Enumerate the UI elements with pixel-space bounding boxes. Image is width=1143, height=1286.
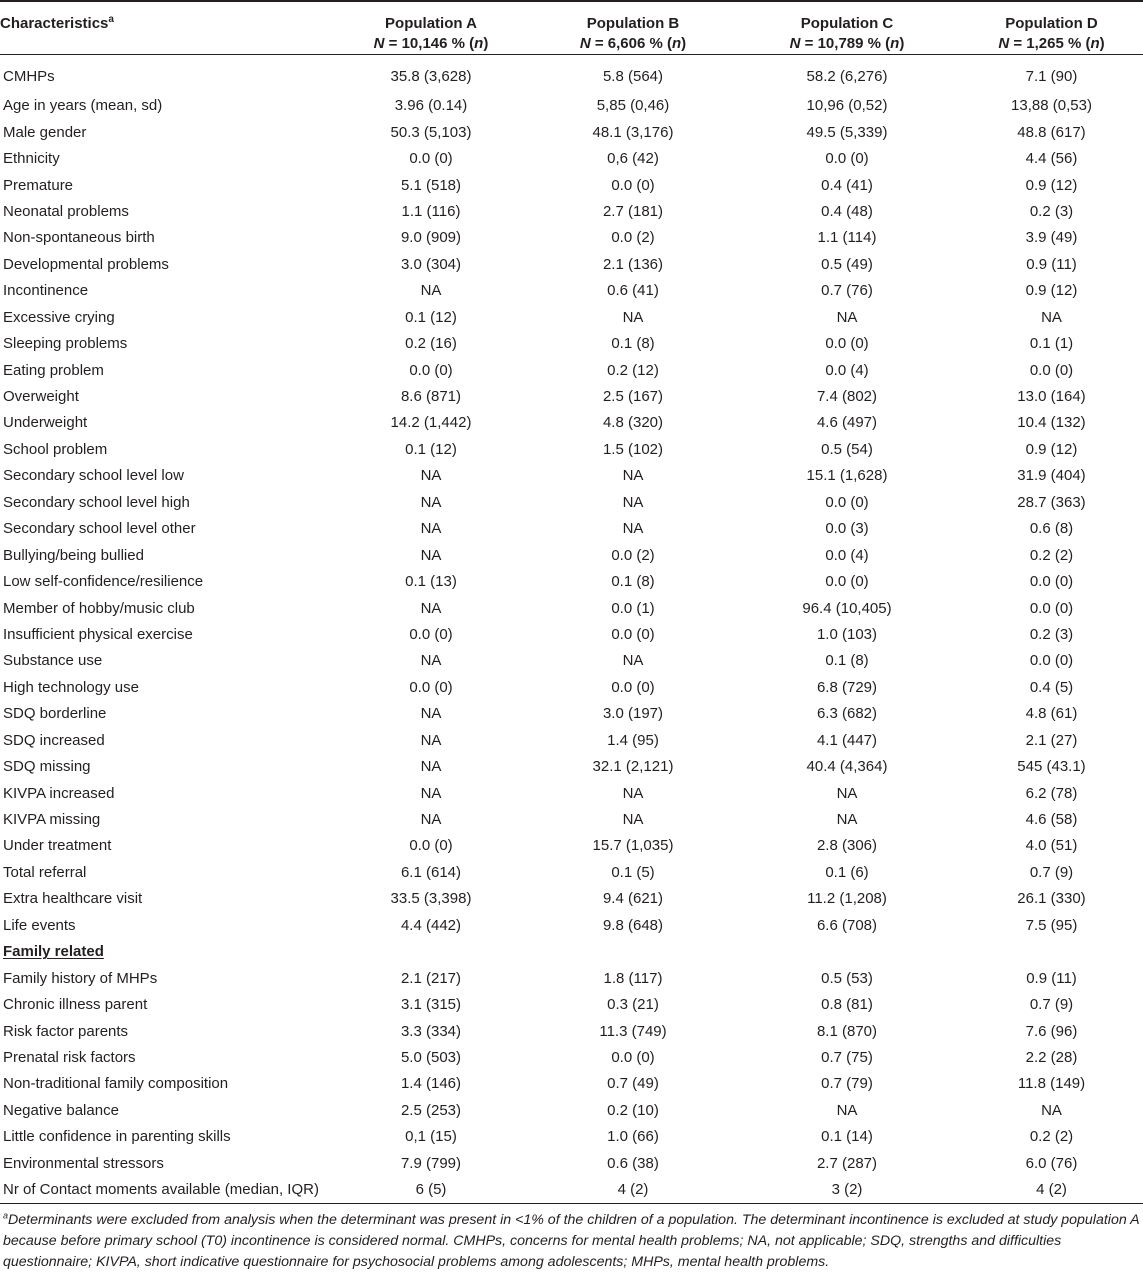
cell-population-d: 7.1 (90) (1025, 68, 1078, 85)
cell-population-c: 11.2 (1,208) (807, 890, 887, 908)
cell-population-a: 3.1 (315) (400, 996, 462, 1014)
cell-population-a: 0.1 (13) (405, 573, 457, 591)
row-label: Age in years (mean, sd) (3, 97, 163, 115)
cell-population-b: 0.7 (49) (607, 1075, 659, 1093)
cell-population-c: 1.0 (103) (816, 625, 878, 643)
cell-population-b: 3.0 (197) (602, 705, 664, 723)
table-row (0, 728, 1143, 754)
cell-population-b: 2.7 (181) (602, 202, 664, 220)
footnote-marker: a (3, 1210, 9, 1221)
section-row (0, 939, 1143, 965)
table-row (0, 807, 1143, 833)
row-label: SDQ borderline (3, 705, 107, 723)
cell-population-c: 49.5 (5,339) (806, 123, 888, 141)
cell-population-a: 3.3 (334) (400, 1022, 462, 1040)
cell-population-c: 0.1 (6) (825, 863, 869, 881)
row-label: Family history of MHPs (3, 969, 158, 987)
cell-population-d: 0.0 (0) (1029, 652, 1074, 670)
cell-population-b: NA (622, 467, 644, 485)
cell-population-b: NA (622, 520, 644, 538)
cell-population-b: 0.2 (12) (607, 361, 659, 379)
cell-population-c: 0.4 (41) (821, 176, 873, 194)
cell-population-c: 15.1 (1,628) (806, 467, 888, 485)
cell-population-c: 3 (2) (734, 1177, 960, 1204)
cell-population-a: 0.0 (0) (409, 150, 453, 168)
row-label: Extra healthcare visit (3, 890, 143, 908)
row-label: Secondary school level low (3, 467, 184, 485)
table-row (0, 490, 1143, 516)
row-label: Sleeping problems (3, 335, 128, 353)
cell-population-d: 0.9 (12) (1025, 282, 1078, 300)
cell-population-a: NA (420, 546, 442, 564)
cell-population-a: NA (420, 758, 442, 776)
cell-population-c: 0.0 (0) (825, 573, 869, 591)
cell-population-a: 0,1 (15) (405, 1128, 457, 1146)
row-label: CMHPs (3, 68, 55, 85)
cell-population-b: NA (622, 784, 644, 802)
cell-population-d: 0.9 (12) (1025, 176, 1078, 194)
row-label: Low self-confidence/resilience (3, 573, 204, 591)
cell-population-c: 6.8 (729) (816, 678, 878, 696)
cell-population-a: 0.2 (16) (405, 335, 457, 353)
cell-population-d: 0.9 (11) (1026, 255, 1077, 273)
cell-population-b: 0.3 (21) (607, 996, 659, 1014)
row-label: Neonatal problems (3, 202, 129, 220)
cell-population-d: 7.5 (95) (1025, 916, 1078, 934)
table-row (0, 1177, 1143, 1204)
population-name: Population C (800, 15, 894, 32)
table-row (0, 675, 1143, 701)
cell-population-d: 13,88 (0,53) (1011, 97, 1092, 115)
table-row (0, 93, 1143, 119)
cell-population-b: 4 (2) (532, 1177, 734, 1204)
row-label: Insufficient physical exercise (3, 625, 193, 643)
cell-population-d: 4.8 (61) (1025, 705, 1078, 723)
cell-population-d: 4.6 (58) (1025, 811, 1078, 829)
cell-population-a: 4.4 (442) (400, 916, 462, 934)
cell-population-c: 0.0 (4) (825, 546, 869, 564)
cell-population-b: NA (622, 493, 644, 511)
row-label: KIVPA increased (3, 784, 115, 802)
row-label: Eating problem (3, 361, 104, 379)
cell-population-a: 0.0 (0) (409, 678, 453, 696)
cell-population-d: 3.9 (49) (1025, 229, 1078, 247)
cell-population-a: 0.1 (12) (405, 440, 457, 458)
cell-population-d: NA (1041, 308, 1062, 326)
population-n (330, 34, 532, 54)
table-row (0, 252, 1143, 278)
cell-population-d: NA (1041, 1101, 1062, 1119)
table-row (0, 780, 1143, 806)
table-row (0, 384, 1143, 410)
cell-population-a: NA (420, 599, 442, 617)
cell-population-a: 1.4 (146) (400, 1075, 462, 1093)
table-row (0, 225, 1143, 251)
row-label: Substance use (3, 652, 103, 670)
table-row (0, 595, 1143, 621)
table-row (0, 886, 1143, 912)
cell-population-d: 0.0 (0) (1029, 599, 1074, 617)
cell-population-b: 9.4 (621) (602, 890, 664, 908)
cell-population-a: NA (420, 784, 442, 802)
n-var: n (671, 35, 682, 52)
cell-population-d: 48.8 (617) (1017, 123, 1086, 141)
cell-population-a: 8.6 (871) (400, 388, 462, 406)
cell-population-b: 9.8 (648) (602, 916, 664, 934)
cell-population-b: 0.1 (8) (611, 335, 655, 353)
cell-population-d: 4.4 (56) (1025, 150, 1078, 168)
section-empty-cell (330, 939, 532, 965)
row-label: Prenatal risk factors (3, 1048, 136, 1066)
cell-population-b: 0.1 (8) (611, 573, 655, 591)
row-label: Ethnicity (3, 150, 60, 168)
cell-population-a: 50.3 (5,103) (390, 123, 472, 141)
cell-population-b: NA (622, 652, 644, 670)
cell-population-d: 0.4 (5) (1029, 678, 1074, 696)
row-label: Little confidence in parenting skills (3, 1128, 231, 1146)
cell-population-d: 0.0 (0) (1029, 361, 1074, 379)
table-row (0, 55, 1143, 94)
cell-population-b: 0.0 (1) (611, 599, 655, 617)
cell-population-d: 0.0 (0) (1029, 573, 1074, 591)
section-heading (0, 939, 330, 965)
footnote-text: Determinants were excluded from analysis when the determinant was present in <1% of the children of a population. The determinant incontinence is excluded at study population A because before primary school (T0) incontinence is considered normal. CMHPs, concerns for mental health problems; NA, not applicable; SDQ, strengths and difficulties questionnaire; KIVPA, short indicative questionnaire for psychosocial problems among adolescents; MHPs, mental health problems. (3, 1212, 1140, 1271)
n-suffix: ) (483, 35, 489, 52)
section-empty-cell (960, 939, 1143, 965)
cell-population-c: NA (836, 308, 858, 326)
table-row (0, 199, 1143, 225)
table-row (0, 172, 1143, 198)
cell-population-d: 0.2 (2) (1029, 546, 1074, 564)
cell-population-d: 4.0 (51) (1025, 837, 1078, 855)
cell-population-a: NA (420, 493, 442, 511)
header-characteristics-label: Characteristics (0, 15, 109, 32)
row-label: Secondary school level high (3, 493, 190, 511)
population-n (960, 34, 1143, 54)
cell-population-a: 6 (5) (330, 1177, 532, 1204)
row-label: Underweight (3, 414, 88, 432)
cell-population-d: 4 (2) (960, 1177, 1143, 1204)
cell-population-c: 4.6 (497) (816, 414, 878, 432)
table-row (0, 542, 1143, 568)
cell-population-c: 10,96 (0,52) (806, 97, 888, 115)
cell-population-c: 0.5 (54) (821, 440, 873, 458)
cell-population-d: 0.7 (9) (1029, 996, 1074, 1014)
cell-population-d: 0.7 (9) (1029, 863, 1074, 881)
cell-population-d: 6.2 (78) (1025, 784, 1078, 802)
cell-population-a: NA (420, 520, 442, 538)
cell-population-b: NA (622, 811, 644, 829)
cell-population-a: 0.0 (0) (409, 625, 453, 643)
n-symbol: N (373, 35, 385, 52)
cell-population-d: 2.1 (27) (1025, 731, 1078, 749)
cell-population-b: 2.1 (136) (602, 255, 664, 273)
n-value: = 10,146 % ( (384, 35, 475, 52)
table-row (0, 119, 1143, 145)
population-name: Population D (1005, 15, 1098, 32)
n-var: n (890, 35, 900, 52)
cell-population-a: NA (420, 282, 442, 300)
table-header (0, 1, 1143, 55)
cell-population-b: 0.0 (0) (611, 678, 655, 696)
cell-population-a: 3.0 (304) (400, 255, 462, 273)
table-row (0, 1045, 1143, 1071)
table-row (0, 622, 1143, 648)
cell-population-d: 11.8 (149) (1017, 1075, 1086, 1093)
table-row (0, 1151, 1143, 1177)
cell-population-d: 6.0 (76) (1025, 1154, 1078, 1172)
n-var: n (474, 35, 484, 52)
cell-population-d: 10.4 (132) (1017, 414, 1086, 432)
cell-population-b: 0.0 (0) (611, 1048, 655, 1066)
row-label: Overweight (3, 388, 79, 406)
cell-population-b: 0.1 (5) (611, 863, 655, 881)
cell-population-a: NA (420, 652, 442, 670)
cell-population-b: 5.8 (564) (602, 68, 664, 85)
cell-population-b: 0.0 (2) (611, 229, 655, 247)
cell-population-c: NA (836, 1101, 858, 1119)
cell-population-b: 5,85 (0,46) (596, 97, 670, 115)
row-label: Negative balance (3, 1101, 119, 1119)
cell-population-c: 1.1 (114) (817, 229, 877, 247)
cell-population-a: NA (420, 467, 442, 485)
n-value: = 1,265 % ( (1009, 35, 1091, 52)
cell-population-a: 0.0 (0) (409, 361, 453, 379)
table-body (0, 55, 1143, 1204)
cell-population-a: NA (420, 705, 442, 723)
cell-population-b: 32.1 (2,121) (592, 758, 674, 776)
row-label: Male gender (3, 123, 87, 141)
cell-population-c: 0.0 (0) (825, 335, 869, 353)
cell-population-d: 0.9 (11) (1026, 969, 1077, 987)
cell-population-c: 2.8 (306) (816, 837, 878, 855)
cell-population-a: 2.1 (217) (400, 969, 462, 987)
cell-population-b: 15.7 (1,035) (592, 837, 674, 855)
row-label: Bullying/being bullied (3, 546, 144, 564)
row-label: Nr of Contact moments available (median, IQR) (0, 1177, 330, 1204)
cell-population-c: 0.7 (76) (821, 282, 873, 300)
table-row (0, 1071, 1143, 1097)
cell-population-b: 4.8 (320) (602, 414, 664, 432)
cell-population-a: NA (420, 811, 442, 829)
cell-population-c: 0.1 (14) (821, 1128, 873, 1146)
header-population-c (734, 1, 960, 55)
cell-population-c: NA (836, 784, 858, 802)
cell-population-c: 0.1 (8) (825, 652, 869, 670)
cell-population-a: 9.0 (909) (400, 229, 462, 247)
table-row (0, 410, 1143, 436)
table-row (0, 357, 1143, 383)
row-label: High technology use (3, 678, 139, 696)
cell-population-d: 545 (43.1) (1017, 758, 1086, 776)
cell-population-d: 0.9 (12) (1025, 440, 1078, 458)
cell-population-a: 0.0 (0) (409, 837, 453, 855)
row-label: Secondary school level other (3, 520, 196, 538)
table-row (0, 331, 1143, 357)
cell-population-b: 1.4 (95) (607, 731, 659, 749)
n-var: n (1090, 35, 1100, 52)
cell-population-c: 0.0 (3) (825, 520, 869, 538)
cell-population-b: 0.0 (2) (611, 546, 655, 564)
row-label: Member of hobby/music club (3, 599, 195, 617)
cell-population-d: 0.2 (2) (1029, 1128, 1074, 1146)
row-label: Life events (3, 916, 76, 934)
section-empty-cell (734, 939, 960, 965)
population-name: Population B (586, 15, 680, 32)
table-row (0, 1098, 1143, 1124)
cell-population-c: 6.6 (708) (816, 916, 878, 934)
row-label: Environmental stressors (3, 1154, 164, 1172)
cell-population-d: 0.2 (3) (1029, 625, 1074, 643)
table-row (0, 516, 1143, 542)
row-label: Incontinence (3, 282, 89, 300)
cell-population-b: 0.0 (0) (611, 625, 655, 643)
cell-population-c: 96.4 (10,405) (802, 599, 892, 617)
cell-population-c: 0.0 (0) (825, 150, 869, 168)
cell-population-c: 0.0 (4) (825, 361, 869, 379)
table-row (0, 437, 1143, 463)
cell-population-d: 13.0 (164) (1017, 388, 1086, 406)
n-suffix: ) (1099, 35, 1105, 52)
table-row (0, 701, 1143, 727)
cell-population-c: 2.7 (287) (816, 1154, 878, 1172)
cell-population-a: 1.1 (116) (401, 202, 461, 220)
table-row (0, 860, 1143, 886)
table-row (0, 463, 1143, 489)
header-row (0, 1, 1143, 55)
n-value: = 6,606 % ( (590, 35, 672, 52)
cell-population-c: 7.4 (802) (816, 388, 878, 406)
cell-population-a: NA (420, 731, 442, 749)
row-label: Non-spontaneous birth (3, 229, 155, 247)
cell-population-b: NA (622, 308, 644, 326)
cell-population-a: 2.5 (253) (400, 1101, 462, 1119)
row-label: SDQ increased (3, 731, 105, 749)
row-label: SDQ missing (3, 758, 91, 776)
cell-population-b: 0.0 (0) (611, 176, 655, 194)
table-row (0, 1018, 1143, 1044)
section-empty-cell (532, 939, 734, 965)
table-row (0, 648, 1143, 674)
population-name: Population A (385, 15, 477, 32)
cell-population-b: 2.5 (167) (602, 388, 664, 406)
n-value: = 10,789 % ( (800, 35, 891, 52)
row-label: Non-traditional family composition (3, 1075, 229, 1093)
header-characteristics (0, 1, 330, 55)
header-population-b (532, 1, 734, 55)
cell-population-c: 0.7 (79) (821, 1075, 873, 1093)
cell-population-b: 0.2 (10) (607, 1101, 659, 1119)
cell-population-a: 0.1 (12) (405, 308, 457, 326)
table-row (0, 833, 1143, 859)
table-row (0, 278, 1143, 304)
cell-population-d: 7.6 (96) (1025, 1022, 1078, 1040)
row-label: School problem (3, 440, 108, 458)
row-label: KIVPA missing (3, 811, 101, 829)
cell-population-c: 0.8 (81) (821, 996, 873, 1014)
cell-population-c: 0.5 (53) (821, 969, 873, 987)
cell-population-a: 5.1 (518) (400, 176, 462, 194)
cell-population-d: 28.7 (363) (1017, 493, 1086, 511)
cell-population-d: 31.9 (404) (1017, 467, 1086, 485)
row-label: Under treatment (3, 837, 112, 855)
cell-population-a: 6.1 (614) (400, 863, 462, 881)
row-label: Excessive crying (3, 308, 115, 326)
cell-population-c: 0.7 (75) (821, 1048, 873, 1066)
cell-population-c: 4.1 (447) (816, 731, 878, 749)
row-label: Premature (3, 176, 74, 194)
header-population-a (330, 1, 532, 55)
cell-population-c: 0.5 (49) (821, 255, 873, 273)
row-label: Chronic illness parent (3, 996, 148, 1014)
header-population-d (960, 1, 1143, 55)
cell-population-c: NA (836, 811, 858, 829)
row-label: Total referral (3, 863, 87, 881)
cell-population-b: 48.1 (3,176) (592, 123, 674, 141)
table-row (0, 754, 1143, 780)
table-footnote (0, 1204, 1143, 1273)
row-label: Risk factor parents (3, 1022, 129, 1040)
cell-population-b: 1.8 (117) (603, 969, 663, 987)
cell-population-c: 58.2 (6,276) (806, 68, 888, 85)
cell-population-b: 0,6 (42) (607, 150, 659, 168)
n-symbol: N (789, 35, 801, 52)
n-symbol: N (998, 35, 1010, 52)
population-n (532, 34, 734, 54)
cell-population-c: 6.3 (682) (816, 705, 878, 723)
cell-population-b: 0.6 (41) (607, 282, 659, 300)
row-label: Developmental problems (3, 255, 169, 273)
table-row (0, 569, 1143, 595)
table-row (0, 305, 1143, 331)
n-suffix: ) (899, 35, 905, 52)
table-row (0, 913, 1143, 939)
cell-population-c: 0.4 (48) (821, 202, 873, 220)
n-suffix: ) (681, 35, 687, 52)
table-row (0, 992, 1143, 1018)
cell-population-d: 26.1 (330) (1017, 890, 1086, 908)
cell-population-a: 3.96 (0.14) (394, 97, 468, 115)
population-n (734, 34, 960, 54)
cell-population-a: 33.5 (3,398) (390, 890, 472, 908)
cell-population-a: 35.8 (3,628) (390, 68, 472, 85)
table-row (0, 146, 1143, 172)
cell-population-c: 8.1 (870) (816, 1022, 878, 1040)
cell-population-d: 0.6 (8) (1029, 520, 1074, 538)
table-row (0, 965, 1143, 991)
n-symbol: N (579, 35, 591, 52)
cell-population-d: 0.2 (3) (1029, 202, 1074, 220)
cell-population-d: 0.1 (1) (1029, 335, 1074, 353)
cell-population-b: 1.5 (102) (602, 440, 664, 458)
cell-population-b: 0.6 (38) (607, 1154, 659, 1172)
cell-population-a: 14.2 (1,442) (390, 414, 472, 432)
cell-population-a: 5.0 (503) (400, 1048, 462, 1066)
table-row (0, 1124, 1143, 1150)
cell-population-c: 40.4 (4,364) (806, 758, 888, 776)
cell-population-a: 7.9 (799) (400, 1154, 462, 1172)
section-heading-text: Family related (3, 943, 104, 961)
cell-population-d: 2.2 (28) (1025, 1048, 1078, 1066)
cell-population-c: 0.0 (0) (825, 493, 869, 511)
cell-population-b: 1.0 (66) (607, 1128, 659, 1146)
cell-population-b: 11.3 (749) (599, 1022, 667, 1040)
header-footnote-marker: a (108, 14, 114, 25)
